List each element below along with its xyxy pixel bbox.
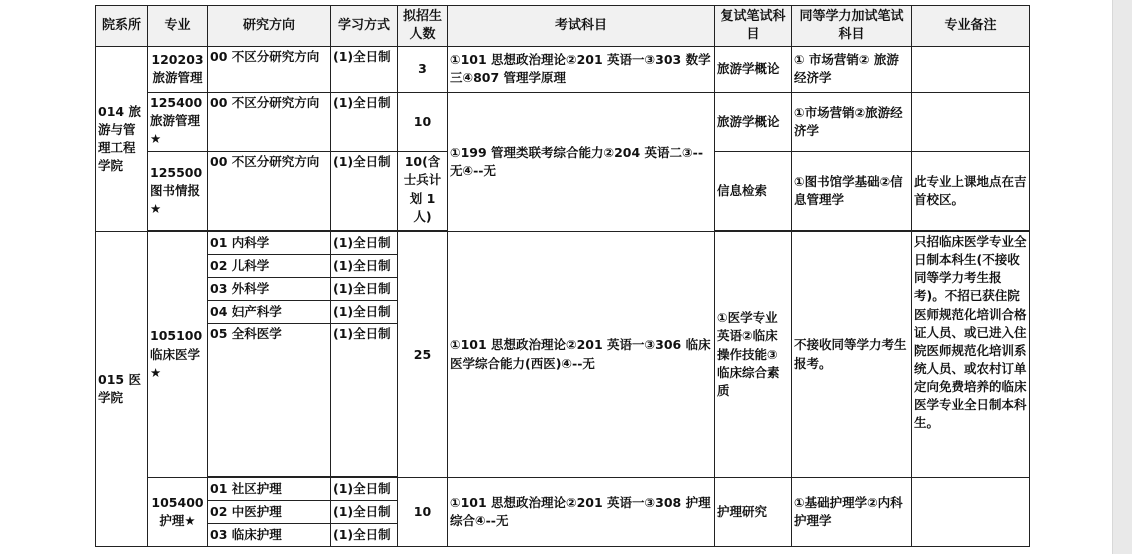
header-equivalent-extra: 同等学力加试笔试科目	[792, 6, 912, 47]
header-quota: 拟招生人数	[398, 6, 448, 47]
quota-cell: 25	[398, 232, 448, 478]
header-row	[96, 6, 1030, 47]
admissions-table	[95, 5, 1030, 547]
major-cell: 120203 旅游管理	[148, 46, 208, 92]
quota-cell: 10(含士兵计划 1 人)	[398, 152, 448, 231]
retest-cell: ①医学专业英语②临床操作技能③临床综合素质	[715, 232, 792, 478]
direction-cell: 02 儿科学	[208, 255, 331, 278]
table-row	[96, 46, 1030, 92]
extra-exam-cell: ①图书馆学基础②信息管理学	[792, 152, 912, 231]
header-direction: 研究方向	[208, 6, 331, 47]
direction-cell: 03 临床护理	[208, 524, 331, 547]
table-row	[96, 92, 1030, 152]
header-exam-subjects: 考试科目	[448, 6, 715, 47]
header-study-mode: 学习方式	[331, 6, 398, 47]
header-major: 专业	[148, 6, 208, 47]
table-row	[96, 232, 1030, 255]
scrollbar-track[interactable]	[1112, 0, 1132, 554]
table-row	[96, 478, 1030, 501]
mode-cell: (1)全日制	[331, 255, 398, 278]
mode-cell: (1)全日制	[331, 300, 398, 323]
note-cell: 此专业上课地点在吉首校区。	[912, 152, 1030, 231]
mode-cell: (1)全日制	[331, 152, 398, 231]
direction-cell: 05 全科医学	[208, 323, 331, 476]
major-cell: 125500 图书情报★	[148, 152, 208, 231]
direction-cell: 04 妇产科学	[208, 300, 331, 323]
direction-cell: 01 内科学	[208, 232, 331, 255]
department-cell: 014 旅游与管理工程学院	[96, 46, 148, 231]
extra-exam-cell: 不接收同等学力考生报考。	[792, 232, 912, 478]
mode-cell: (1)全日制	[331, 46, 398, 92]
note-cell: 只招临床医学专业全日制本科生(不接收同等学力考生报考)。不招已获住院医师规范化培训合格证人员、或已进入住院医师规范化培训系统人员、或农村订单定向免费培养的临床医学专业全日制本科生。	[912, 232, 1030, 478]
department-cell: 015 医学院	[96, 232, 148, 547]
retest-cell: 旅游学概论	[715, 92, 792, 152]
direction-cell: 01 社区护理	[208, 478, 331, 501]
major-cell: 105400 护理★	[148, 478, 208, 547]
header-department: 院系所	[96, 6, 148, 47]
exam-cell: ①101 思想政治理论②201 英语一③306 临床医学综合能力(西医)④--无	[448, 232, 715, 478]
quota-cell: 10	[398, 92, 448, 152]
quota-cell: 10	[398, 478, 448, 547]
note-cell	[912, 478, 1030, 547]
extra-exam-cell: ① 市场营销② 旅游经济学	[792, 46, 912, 92]
mode-cell: (1)全日制	[331, 501, 398, 524]
extra-exam-cell: ①市场营销②旅游经济学	[792, 92, 912, 152]
quota-cell: 3	[398, 46, 448, 92]
retest-cell: 信息检索	[715, 152, 792, 231]
major-cell: 125400 旅游管理★	[148, 92, 208, 152]
header-retest-subjects: 复试笔试科目	[715, 6, 792, 47]
exam-cell: ①101 思想政治理论②201 英语一③303 数学三④807 管理学原理	[448, 46, 715, 92]
mode-cell: (1)全日制	[331, 232, 398, 255]
note-cell	[912, 46, 1030, 92]
direction-cell: 00 不区分研究方向	[208, 92, 331, 152]
mode-cell: (1)全日制	[331, 478, 398, 501]
exam-cell: ①101 思想政治理论②201 英语一③308 护理综合④--无	[448, 478, 715, 547]
extra-exam-cell: ①基础护理学②内科护理学	[792, 478, 912, 547]
direction-cell: 00 不区分研究方向	[208, 46, 331, 92]
mode-cell: (1)全日制	[331, 92, 398, 152]
header-notes: 专业备注	[912, 6, 1030, 47]
mode-cell: (1)全日制	[331, 277, 398, 300]
direction-cell: 03 外科学	[208, 277, 331, 300]
direction-cell: 02 中医护理	[208, 501, 331, 524]
mode-cell: (1)全日制	[331, 323, 398, 476]
major-cell: 105100 临床医学★	[148, 232, 208, 478]
exam-cell: ①199 管理类联考综合能力②204 英语二③--无④--无	[448, 92, 715, 232]
note-cell	[912, 92, 1030, 152]
direction-cell: 00 不区分研究方向	[208, 152, 331, 231]
retest-cell: 护理研究	[715, 478, 792, 547]
mode-cell: (1)全日制	[331, 524, 398, 547]
retest-cell: 旅游学概论	[715, 46, 792, 92]
